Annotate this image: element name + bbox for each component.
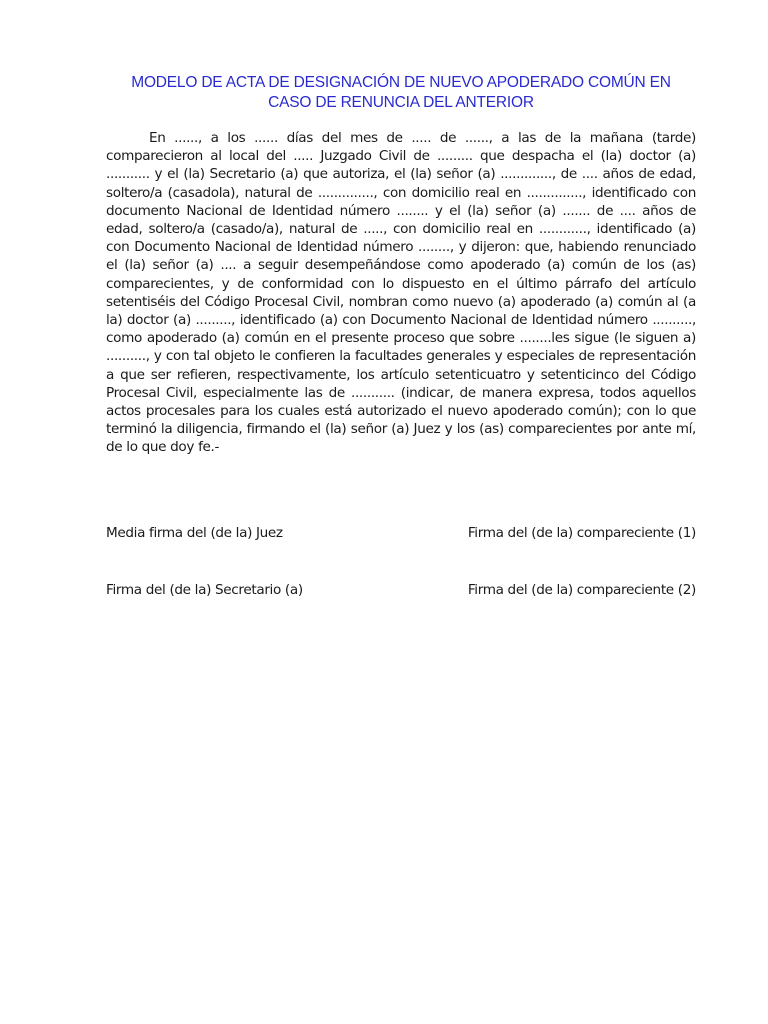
signature-compareciente-1: Firma del (de la) compareciente (1) <box>467 525 696 541</box>
title-line-1: MODELO DE ACTA DE DESIGNACIÓN DE NUEVO APODERADO COMÚN EN <box>131 74 671 91</box>
paragraph-text: En ......, a los ...... días del mes de ..... de ......, a las de la mañana (tarde) comparecieron al local del ..... Juzgado Civil de ......... que despacha el (la) doctor (a) ........... y el (la) Secretario (a) que autoriza, el (la) señor (a) ............., de .... años de edad, soltero/a (casadola), natural de .............., con domicilio real en .............., identificado con documento Nacional de Identidad número ........ y el (la) señor (a) ....... de .... años de edad, soltero/a (casado/a), natural de ....., con domicilio real en ............, identificado (a) con Documento Nacional de Identidad número ........, y dijeron: que, habiendo renunciado el (la) señor (a) .... a seguir desempeñándose como apoderado (a) común de los (as) comparecientes, y de conformidad con lo dispuesto en el último párrafo del artículo setentiséis del Código Procesal Civil, nombran como nuevo (a) apoderado (a) común al (a la) doctor (a) ........., identificado (a) con Documento Nacional de Identidad número .........., como apoderado (a) común en el presente proceso que sobre ........les sigue (le siguen a) .........., y con tal objeto le confieren la facultades generales y especiales de representación a que ser refieren, respectivamente, los artículo setenticuatro y setenticinco del Código Procesal Civil, especialmente las de ........... (indicar, de manera expresa, todos aquellos actos procesales para los cuales está autorizado el nuevo apoderado común); con lo que terminó la diligencia, firmando el (la) señor (a) Juez y los (as) comparecientes por ante mí, de lo que doy fe.- <box>106 130 696 456</box>
title-line-2: CASO DE RENUNCIA DEL ANTERIOR <box>268 94 534 111</box>
document-title <box>100 73 702 113</box>
signature-judge: Media firma del (de la) Juez <box>106 525 283 541</box>
signature-compareciente-2: Firma del (de la) compareciente (2) <box>467 582 696 598</box>
signature-secretary: Firma del (de la) Secretario (a) <box>106 582 303 598</box>
body-paragraph <box>106 129 696 457</box>
